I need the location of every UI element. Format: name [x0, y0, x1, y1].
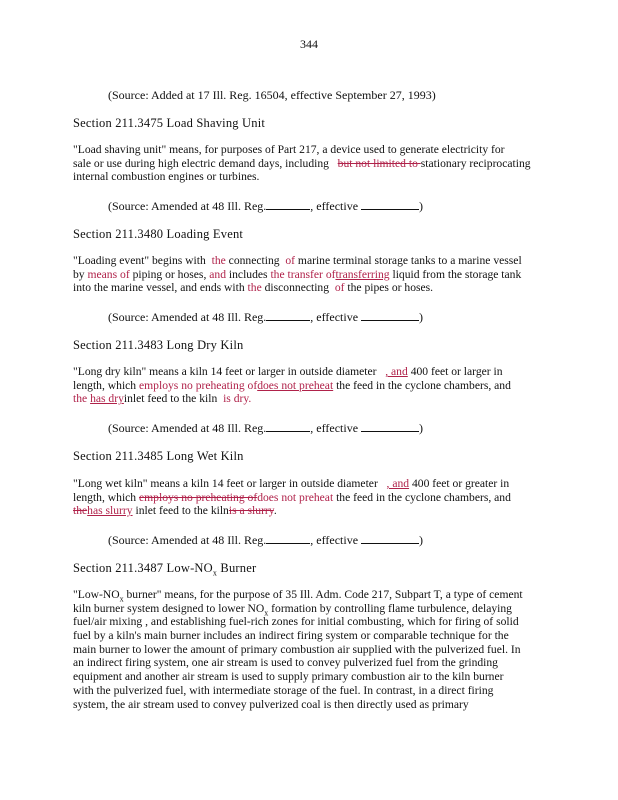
source-note-amended: (Source: Amended at 48 Ill. Reg. , effective )	[108, 533, 424, 547]
inserted-text: of	[285, 254, 296, 267]
inserted-text: and	[209, 267, 226, 281]
blank-line	[361, 310, 419, 321]
body-line: an indirect firing system, one air stream is used to convey pulverized fuel from the grinding	[73, 656, 498, 670]
blank-line	[266, 421, 310, 432]
blank-line	[361, 199, 419, 210]
inserted-underlined-text: does not preheat	[257, 378, 334, 392]
body-line: "$Low-NO_x$ burner" means, for the purpose of 35 Ill. Adm. Code 217, Subpart T, a type of cement	[73, 588, 523, 604]
section-heading-3475: Section 211.3475 Load Shaving Unit	[73, 116, 266, 130]
deleted-text: is a slurry	[228, 504, 274, 518]
deleted-text: employs no preheating of	[139, 490, 258, 504]
inserted-text: means of	[87, 267, 130, 281]
inserted-underlined-text: has slurry	[87, 504, 133, 518]
blank-line	[266, 310, 310, 321]
section-heading-3485: Section 211.3485 Long Wet Kiln	[73, 449, 244, 463]
blank-line	[361, 421, 419, 432]
inserted-underlined-text: has dry	[90, 392, 124, 406]
body-line: "Load shaving unit" means, for purposes of Part 217, a device used to generate electricity for	[73, 143, 505, 156]
body-line: into the marine vessel, and ends with the disconnecting of the pipes or hoses.	[73, 281, 434, 295]
body-line: thehas slurry inlet feed to the kilnis a slurry.	[73, 504, 277, 518]
body-line: "Long dry kiln" means a kiln 14 feet or larger in outside diameter , and 400 feet or larger in	[73, 365, 503, 378]
deleted-text: but not limited to	[337, 156, 418, 170]
inserted-underlined-text: , and	[385, 365, 408, 378]
section-body-3480	[73, 254, 543, 295]
blank-line	[266, 533, 310, 544]
body-line: internal combustion engines or turbines.	[73, 170, 260, 184]
inserted-text: the	[73, 392, 88, 406]
section-heading-3483: Section 211.3483 Long Dry Kiln	[73, 338, 244, 352]
inserted-text: is dry.	[223, 392, 252, 406]
body-line: system, the air stream used to convey pulverized coal is then directly used as primary	[73, 697, 469, 711]
source-note-amended: (Source: Amended at 48 Ill. Reg. , effective )	[108, 199, 424, 213]
body-line: length, which employs no preheating ofdoes not preheat the feed in the cyclone chambers, and	[73, 378, 511, 392]
body-line: main burner to lower the amount of primary combustion air supplied with the pulverized fuel. In	[73, 642, 521, 656]
section-body-3485	[73, 477, 543, 518]
inserted-underlined-text: transferring	[335, 267, 390, 281]
deleted-text: the	[73, 504, 88, 518]
body-line: fuel by a kiln's main burner includes an indirect firing system or comparable technique for the	[73, 629, 509, 643]
section-heading-3480: Section 211.3480 Loading Event	[73, 227, 244, 241]
blank-line	[266, 199, 310, 210]
body-line: sale or use during high electric demand days, including but not limited to stationary reciprocating	[73, 156, 531, 170]
section-body-3483	[73, 365, 543, 406]
body-line: "Loading event" begins with the connecting of marine terminal storage tanks to a marine vessel	[73, 254, 522, 267]
body-line: fuel/air mixing , and establishing fuel-rich zones for initial combusting, which for firing of solid	[73, 615, 519, 629]
inserted-text: does not preheat	[257, 490, 334, 504]
blank-line	[361, 533, 419, 544]
body-line: length, which employs no preheating ofdoes not preheat the feed in the cyclone chambers, and	[73, 490, 511, 504]
inserted-text: the	[247, 281, 262, 295]
section-body-3487	[73, 588, 543, 711]
inserted-text: the transfer of	[270, 267, 336, 281]
source-note-amended: (Source: Amended at 48 Ill. Reg. , effective )	[108, 421, 424, 435]
inserted-text: of	[334, 281, 345, 295]
body-line: the has dryinlet feed to the kiln is dry.	[73, 392, 252, 406]
source-note-amended: (Source: Amended at 48 Ill. Reg. , effective )	[108, 310, 424, 324]
source-note-added: (Source: Added at 17 Ill. Reg. 16504, effective September 27, 1993)	[108, 88, 436, 102]
section-heading-3487: Section 211.3487 Low-$NO_x$ Burner	[73, 561, 257, 578]
body-line: equipment and another air stream is used to supply primary combustion air to the kiln burner	[73, 670, 504, 684]
body-line: "Long wet kiln" means a kiln 14 feet or larger in outside diameter , and 400 feet or greater in	[73, 477, 510, 490]
body-line: with the pulverized fuel, with intermediate storage of the fuel. In contrast, in a direct firing	[73, 683, 494, 697]
body-line: kiln burner system designed to lower $NO_x$ formation by controlling flame turbulence, delaying	[73, 601, 512, 617]
page-number: 344	[300, 37, 318, 51]
section-body-3475	[73, 143, 543, 184]
inserted-text: the	[211, 254, 226, 267]
inserted-text: employs no preheating of	[139, 378, 258, 392]
body-line: by means of piping or hoses, and includes the transfer oftransferring liquid from the storage tank	[73, 267, 522, 281]
inserted-underlined-text: , and	[386, 477, 410, 490]
